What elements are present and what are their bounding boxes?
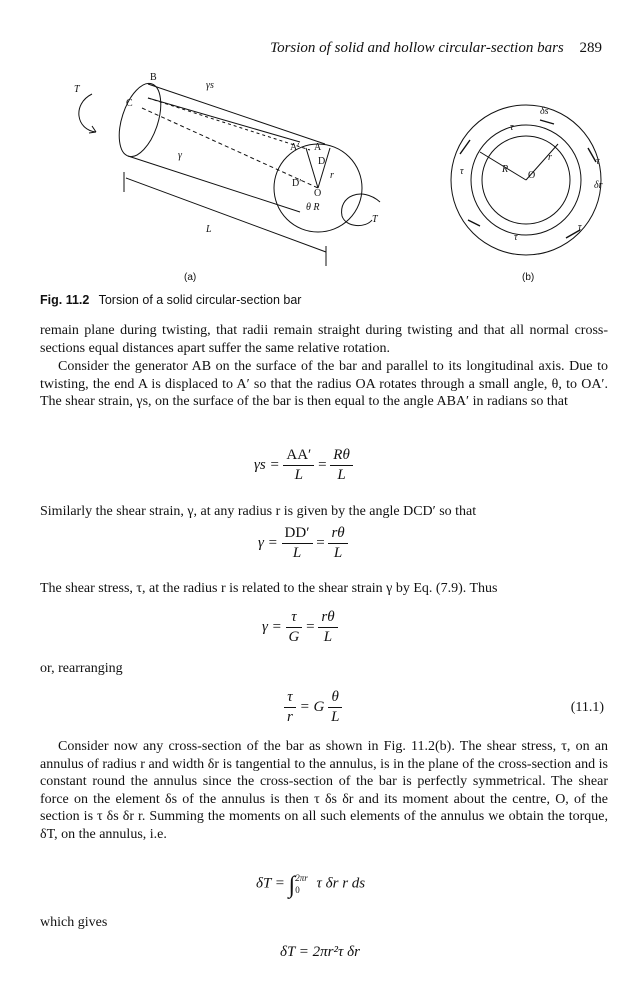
equation-3 xyxy=(262,608,338,647)
eq2-den2: L xyxy=(333,545,343,561)
eq1-den2: L xyxy=(337,467,346,483)
eq3-den1: G xyxy=(288,629,300,645)
equation-number-11-1: (11.1) xyxy=(570,700,604,715)
eq5-upper-limit: 2πr xyxy=(295,873,308,883)
paragraph-2: Consider the generator AB on the surface of the bar and parallel to its longitudinal axis. Due to twisting, the end A is displaced to A′ so that the radius OA rotates through a small angle, θ, to OA′. The shear strain, γs, on the surface of the bar is then equal to the angle ABA′ in radians so that xyxy=(40,359,608,409)
eq4-num1: τ xyxy=(284,688,296,708)
label-tau-right: τ xyxy=(596,156,600,167)
running-header xyxy=(270,40,602,57)
figure-11-2 xyxy=(0,60,644,290)
label-delta-r: δr xyxy=(594,180,603,191)
equation-5 xyxy=(256,872,365,899)
running-title: Torsion of solid and hollow circular-section bars xyxy=(270,40,564,56)
eq1-num2: Rθ xyxy=(330,446,353,466)
eq1-num1: AA′ xyxy=(283,446,314,466)
label-r-a: r xyxy=(330,170,334,181)
paragraph-3: Similarly the shear strain, γ, at any radius r is given by the angle DCD′ so that xyxy=(40,504,477,519)
label-R-b: R xyxy=(502,164,509,175)
label-D-prime: D′ xyxy=(292,178,302,189)
label-tau-bottom: τ xyxy=(514,232,518,243)
equation-4 xyxy=(284,688,342,727)
panel-b-label: (b) xyxy=(522,272,535,283)
panel-a-drawing xyxy=(79,78,380,266)
label-A: A xyxy=(314,142,322,153)
length-dimension-line xyxy=(126,178,326,252)
eq2-num1: DD′ xyxy=(282,524,313,544)
eq2-eq: = xyxy=(316,534,325,551)
generator-ab-twisted xyxy=(148,98,300,142)
eq1-eq: = xyxy=(318,456,327,473)
page-number: 289 xyxy=(579,40,602,56)
label-gamma-s: γs xyxy=(206,80,214,91)
panel-a-label: (a) xyxy=(184,272,197,283)
eq3-num2: rθ xyxy=(318,608,337,628)
label-L: L xyxy=(206,224,212,235)
eq1-den1: L xyxy=(294,467,304,483)
integral-sign-icon: ∫ xyxy=(288,872,296,899)
eq4-den2: L xyxy=(331,709,340,725)
label-O-a: O xyxy=(314,188,322,199)
label-gamma: γ xyxy=(178,150,182,161)
label-T-right: T xyxy=(372,214,378,225)
equation-2 xyxy=(258,524,348,563)
label-tau-top: τ xyxy=(510,122,514,133)
eq2-lhs: γ = xyxy=(258,534,278,551)
paragraph-5: or, rearranging xyxy=(40,661,123,676)
label-tau-left: τ xyxy=(460,166,464,177)
label-theta-R: θ R xyxy=(306,202,320,213)
equation-6: δT = 2πr²τ δr xyxy=(280,944,360,960)
torque-left-arrow xyxy=(79,94,96,132)
label-C: C xyxy=(126,98,133,109)
eq3-eq: = xyxy=(306,618,315,635)
eq1-lhs: γs = xyxy=(254,456,280,473)
caption-text: Torsion of a solid circular-section bar xyxy=(98,293,302,307)
eq4-den1: r xyxy=(287,709,293,725)
generator-ab xyxy=(148,98,310,150)
label-delta-s: δs xyxy=(540,106,549,117)
label-D: D xyxy=(318,156,326,167)
eq4-num2: θ xyxy=(328,688,342,708)
paragraph-7: which gives xyxy=(40,915,108,930)
eq3-den2: L xyxy=(323,629,333,645)
eq3-lhs: γ = xyxy=(262,618,282,635)
bar-left-end xyxy=(111,78,169,161)
paragraph-6: Consider now any cross-section of the bar as shown in Fig. 11.2(b). The shear stress, τ, on an annulus of radius r and width δr is tangential to the annulus, is in the plane of the cross-section and is constant round the annulus since the cross-section of the bar is perfectly symmetrical. The shear force on the element δs of the annulus is then τ δs δr and its moment about the centre, O, of the section is τ δs δr r. Summing the moments on all such elements of the annulus we obtain the torque, δT, on the annulus, i.e. xyxy=(40,739,608,842)
label-r-b: r xyxy=(548,152,552,163)
caption-number: Fig. 11.2 xyxy=(40,293,90,307)
equation-1 xyxy=(254,446,353,485)
bar-top-edge xyxy=(148,84,325,144)
eq2-den1: L xyxy=(292,545,302,561)
paragraph-1: remain plane during twisting, that radii remain straight during twisting and that all normal cross-sections equal distances apart suffer the same relative rotation. xyxy=(40,323,608,356)
paragraph-4: The shear stress, τ, at the radius r is related to the shear strain γ by Eq. (7.9). Thus xyxy=(40,581,498,596)
radius-oa-prime xyxy=(306,148,318,188)
eq2-num2: rθ xyxy=(328,524,347,544)
eq5-integrand: τ δr r ds xyxy=(316,875,366,892)
eq4-mid: = G xyxy=(299,698,325,715)
label-B: B xyxy=(150,72,157,83)
figure-drawing xyxy=(0,60,644,290)
label-A-prime: A′ xyxy=(290,142,300,153)
figure-caption xyxy=(40,293,301,307)
radius-oa xyxy=(318,148,330,188)
eq5-lhs: δT = xyxy=(256,875,285,892)
eq3-num1: τ xyxy=(286,608,303,628)
label-tau-br: τ xyxy=(578,222,582,233)
label-O-b: O xyxy=(528,170,536,181)
label-T-left: T xyxy=(74,84,80,95)
eq5-lower-limit: 0 xyxy=(295,885,300,895)
